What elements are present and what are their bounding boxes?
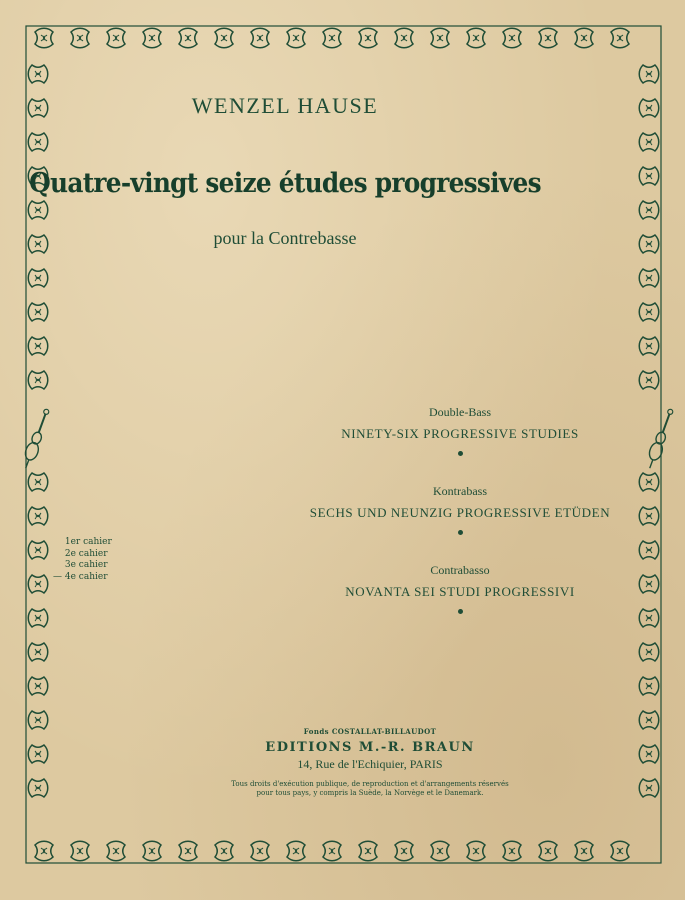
double-bass-scroll-icon <box>539 841 557 861</box>
translated-title: NINETY-SIX PROGRESSIVE STUDIES <box>341 426 579 441</box>
double-bass-scroll-icon <box>287 28 305 48</box>
double-bass-scroll-icon <box>611 28 629 48</box>
composer-name: WENZEL HAUSE <box>191 93 379 118</box>
double-bass-scroll-icon <box>639 677 659 695</box>
volume-item: 3e cahier <box>64 560 108 570</box>
publisher-block <box>170 727 570 798</box>
volume-list <box>50 537 112 583</box>
double-bass-scroll-icon <box>395 28 413 48</box>
language-name: Double-Bass <box>429 405 491 419</box>
double-bass-scroll-icon <box>639 235 659 253</box>
double-bass-scroll-icon <box>323 28 341 48</box>
separator-dot <box>458 530 463 535</box>
double-bass-scroll-icon <box>28 677 48 695</box>
double-bass-scroll-icon <box>639 745 659 763</box>
double-bass-scroll-icon <box>28 303 48 321</box>
separator-dot <box>458 609 463 614</box>
double-bass-scroll-icon <box>575 28 593 48</box>
publisher-address: 14, Rue de l'Echiquier, PARIS <box>297 757 443 771</box>
translation-german <box>260 484 660 535</box>
double-bass-scroll-icon <box>28 269 48 287</box>
double-bass-scroll-icon <box>251 28 269 48</box>
double-bass-scroll-icon <box>395 841 413 861</box>
double-bass-scroll-icon <box>143 841 161 861</box>
double-bass-scroll-icon <box>467 28 485 48</box>
double-bass-scroll-icon <box>323 841 341 861</box>
double-bass-scroll-icon <box>28 201 48 219</box>
double-bass-scroll-icon <box>28 745 48 763</box>
work-title: Quatre-vingt seize études progressives <box>29 168 541 199</box>
double-bass-scroll-icon <box>28 65 48 83</box>
double-bass-scroll-icon <box>143 28 161 48</box>
translation-english <box>260 405 660 456</box>
double-bass-scroll-icon <box>359 841 377 861</box>
double-bass-scroll-icon <box>639 541 659 559</box>
double-bass-scroll-icon <box>639 779 659 797</box>
double-bass-scroll-icon <box>28 473 48 491</box>
double-bass-scroll-icon <box>639 167 659 185</box>
double-bass-scroll-icon <box>639 269 659 287</box>
double-bass-scroll-icon <box>28 371 48 389</box>
double-bass-icon <box>20 407 53 470</box>
double-bass-scroll-icon <box>639 65 659 83</box>
language-name: Kontrabass <box>433 484 487 498</box>
volume-item: 2e cahier <box>64 548 108 559</box>
double-bass-scroll-icon <box>287 841 305 861</box>
double-bass-scroll-icon <box>28 779 48 797</box>
double-bass-scroll-icon <box>28 541 48 559</box>
double-bass-scroll-icon <box>503 28 521 48</box>
double-bass-scroll-icon <box>215 841 233 861</box>
publisher-name: EDITIONS M.-R. BRAUN <box>265 740 475 755</box>
double-bass-scroll-icon <box>575 841 593 861</box>
work-subtitle: pour la Contrebasse <box>213 228 357 248</box>
double-bass-scroll-icon <box>251 841 269 861</box>
double-bass-scroll-icon <box>179 841 197 861</box>
double-bass-scroll-icon <box>503 841 521 861</box>
publisher-fonds: Fonds COSTALLAT-BILLAUDOT <box>303 727 437 736</box>
double-bass-scroll-icon <box>28 711 48 729</box>
volume-item-selected: — 4e cahier <box>53 571 108 582</box>
double-bass-scroll-icon <box>71 28 89 48</box>
double-bass-scroll-icon <box>71 841 89 861</box>
double-bass-scroll-icon <box>107 841 125 861</box>
double-bass-scroll-icon <box>639 303 659 321</box>
double-bass-scroll-icon <box>28 337 48 355</box>
double-bass-scroll-icon <box>179 28 197 48</box>
double-bass-scroll-icon <box>28 609 48 627</box>
double-bass-scroll-icon <box>431 28 449 48</box>
rights-notice: Tous droits d'exécution publique, de reproduction et d'arrangements réservés pour tous pays, y compris la Suède, la Norvège et le Danemark. <box>231 780 509 797</box>
double-bass-scroll-icon <box>639 371 659 389</box>
double-bass-scroll-icon <box>35 28 53 48</box>
double-bass-scroll-icon <box>639 201 659 219</box>
double-bass-scroll-icon <box>467 841 485 861</box>
double-bass-scroll-icon <box>35 841 53 861</box>
double-bass-scroll-icon <box>431 841 449 861</box>
separator-dot <box>458 451 463 456</box>
double-bass-scroll-icon <box>639 711 659 729</box>
double-bass-scroll-icon <box>639 99 659 117</box>
double-bass-scroll-icon <box>28 643 48 661</box>
translation-italian <box>260 563 660 614</box>
language-name: Contrabasso <box>430 563 490 577</box>
double-bass-scroll-icon <box>107 28 125 48</box>
double-bass-scroll-icon <box>359 28 377 48</box>
double-bass-scroll-icon <box>28 133 48 151</box>
double-bass-scroll-icon <box>639 337 659 355</box>
double-bass-scroll-icon <box>215 28 233 48</box>
translated-title: NOVANTA SEI STUDI PROGRESSIVI <box>345 584 575 599</box>
double-bass-scroll-icon <box>28 507 48 525</box>
double-bass-scroll-icon <box>611 841 629 861</box>
volume-item: 1er cahier <box>64 537 112 547</box>
double-bass-scroll-icon <box>28 575 48 593</box>
translated-title: SECHS UND NEUNZIG PROGRESSIVE ETÜDEN <box>309 505 611 520</box>
double-bass-scroll-icon <box>539 28 557 48</box>
double-bass-scroll-icon <box>639 133 659 151</box>
double-bass-scroll-icon <box>639 643 659 661</box>
